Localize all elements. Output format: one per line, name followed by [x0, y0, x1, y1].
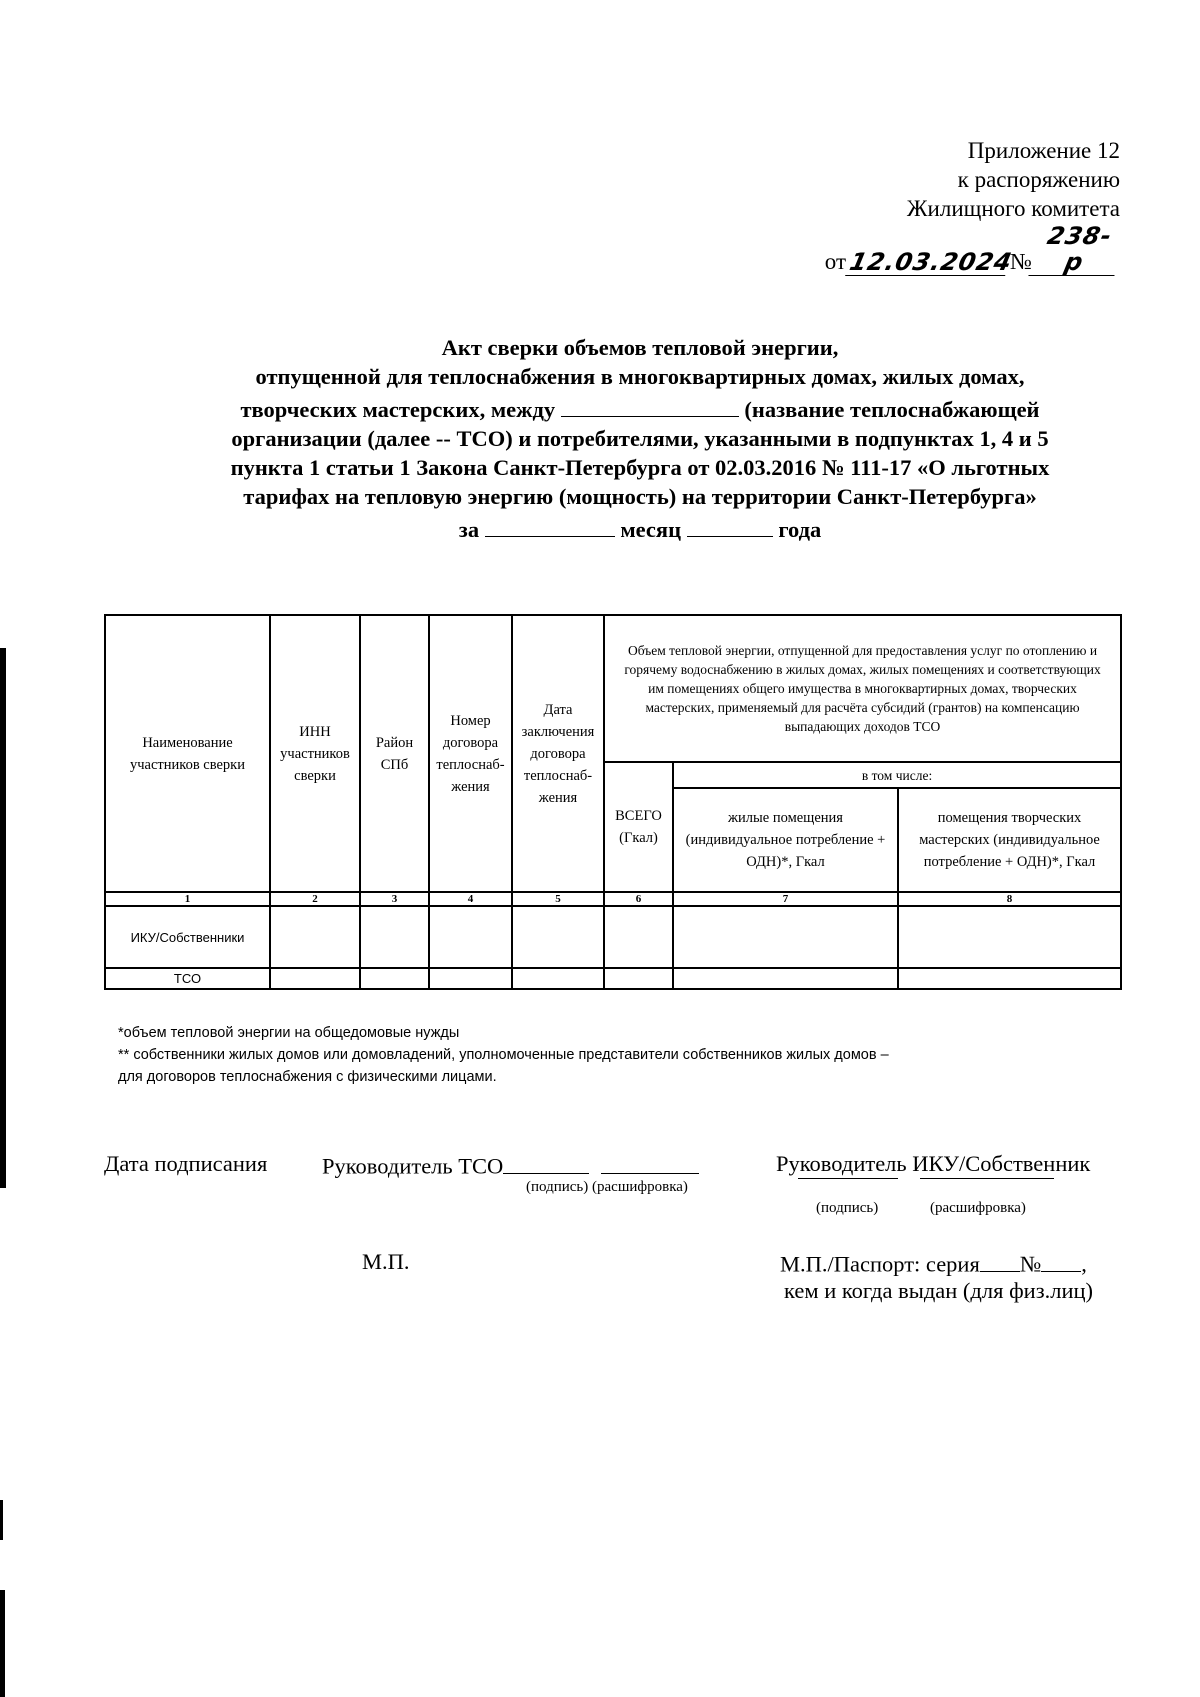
tso-signature-blank[interactable]: [503, 1150, 589, 1174]
appendix-date-number: [700, 223, 1120, 276]
appendix-line: Жилищного комитета: [906, 196, 1120, 221]
footnote: ** собственники жилых домов или домовладений, уполномоченные представители собственников жилых домов –: [118, 1047, 889, 1063]
scan-edge-mark: [0, 1590, 5, 1697]
column-number: 1: [105, 892, 270, 906]
title-line: Акт сверки объемов тепловой энергии,: [441, 335, 839, 360]
row-label: ТСО: [105, 968, 270, 989]
header-contract-date: Дата заключения договора теплоснаб-жения: [512, 615, 604, 892]
header-district: Район СПб: [360, 615, 429, 892]
title-line: организации (далее -- ТСО) и потребителями, указанными в подпунктах 1, 4 и 5: [231, 425, 1049, 451]
year-blank: [687, 511, 773, 537]
passport-line: М.П./Паспорт: серия № ,: [780, 1248, 1087, 1279]
table-cell[interactable]: [512, 906, 604, 968]
footnotes: [118, 1022, 1118, 1088]
iku-caption-sign: (подпись): [816, 1200, 879, 1216]
column-number: 4: [429, 892, 512, 906]
handwritten-number: 238-р: [1028, 223, 1125, 276]
iku-caption-decode: (расшифровка): [930, 1200, 1026, 1216]
column-number: 2: [270, 892, 360, 906]
from-label: от: [824, 249, 847, 274]
header-heat-volume: Объем тепловой энергии, отпущенной для предоставления услуг по отоплению и горячему водоснабжению в жилых домах, жилых помещениях и соответствующих им помещениях общего имущества в многоквартирных домах, творческих мастерских, применяемый для расчёта субсидий (грантов) на компенсацию выпадающих доходов ТСО: [604, 615, 1121, 762]
iku-signature-blank[interactable]: [798, 1178, 898, 1179]
footnote: *объем тепловой энергии на общедомовые нужды: [118, 1025, 460, 1041]
header-participant-name: Наименование участников сверки: [105, 615, 270, 892]
org-name-blank: [561, 391, 739, 417]
tso-decode-blank[interactable]: [601, 1150, 699, 1174]
appendix-header: [700, 136, 1120, 276]
title-line: за месяц года: [160, 511, 1120, 544]
row-label: ИКУ/Собственники: [105, 906, 270, 968]
iku-decode-blank[interactable]: [920, 1178, 1054, 1179]
handwritten-date: 12.03.2024: [847, 248, 1015, 276]
column-number: 8: [898, 892, 1121, 906]
title-line: пункта 1 статьи 1 Закона Санкт-Петербурга от 02.03.2016 № 111-17 «О льготных: [230, 454, 1050, 480]
scan-edge-mark: [0, 1500, 3, 1540]
column-number: 5: [512, 892, 604, 906]
column-number: 6: [604, 892, 673, 906]
title-line: творческих мастерских, между (название теплоснабжающей: [160, 391, 1120, 424]
column-number: 3: [360, 892, 429, 906]
scan-edge-mark: [0, 648, 6, 1188]
title-line: отпущенной для теплоснабжения в многоквартирных домах, жилых домах,: [255, 364, 1025, 389]
passport-number-blank[interactable]: [1041, 1248, 1081, 1272]
number-label: №: [1010, 249, 1032, 274]
tso-head-line: Руководитель ТСО: [322, 1150, 699, 1181]
table-cell[interactable]: [270, 906, 360, 968]
table-cell[interactable]: [673, 968, 898, 989]
seal-left: М.П.: [362, 1249, 410, 1274]
iku-head-label: Руководитель ИКУ/Собственник: [776, 1151, 1091, 1176]
table-cell[interactable]: [898, 968, 1121, 989]
table-cell[interactable]: [898, 906, 1121, 968]
table-cell[interactable]: [604, 968, 673, 989]
table-cell[interactable]: [512, 968, 604, 989]
table-cell[interactable]: [270, 968, 360, 989]
appendix-line: к распоряжению: [957, 167, 1120, 192]
header-residential: жилые помещения (индивидуальное потребление + ОДН)*, Гкал: [673, 788, 898, 892]
signing-date-label: Дата подписания: [104, 1151, 268, 1176]
footnote: для договоров теплоснабжения с физическими лицами.: [118, 1069, 497, 1085]
title-line: тарифах на тепловую энергию (мощность) на территории Санкт-Петербурга»: [243, 483, 1037, 509]
header-studios: помещения творческих мастерских (индивидуальное потребление + ОДН)*, Гкал: [898, 788, 1121, 892]
appendix-line: Приложение 12: [967, 138, 1120, 163]
table-cell[interactable]: [429, 968, 512, 989]
table-cell[interactable]: [604, 906, 673, 968]
table-row: [105, 968, 1121, 989]
table-cell[interactable]: [360, 968, 429, 989]
month-blank: [485, 511, 615, 537]
column-number: 7: [673, 892, 898, 906]
table-cell[interactable]: [673, 906, 898, 968]
header-including: в том числе:: [673, 762, 1121, 788]
table-cell[interactable]: [360, 906, 429, 968]
tso-caption: (подпись) (расшифровка): [526, 1179, 688, 1195]
table-cell[interactable]: [429, 906, 512, 968]
passport-issued-label: кем и когда выдан (для физ.лиц): [784, 1278, 1094, 1303]
header-total: ВСЕГО (Гкал): [604, 762, 673, 892]
header-contract-number: Номер договора теплоснаб-жения: [429, 615, 512, 892]
passport-series-blank[interactable]: [980, 1248, 1020, 1272]
reconciliation-table: [104, 614, 1120, 990]
table-row: [105, 906, 1121, 968]
header-inn: ИНН участников сверки: [270, 615, 360, 892]
document-title: [160, 333, 1120, 544]
